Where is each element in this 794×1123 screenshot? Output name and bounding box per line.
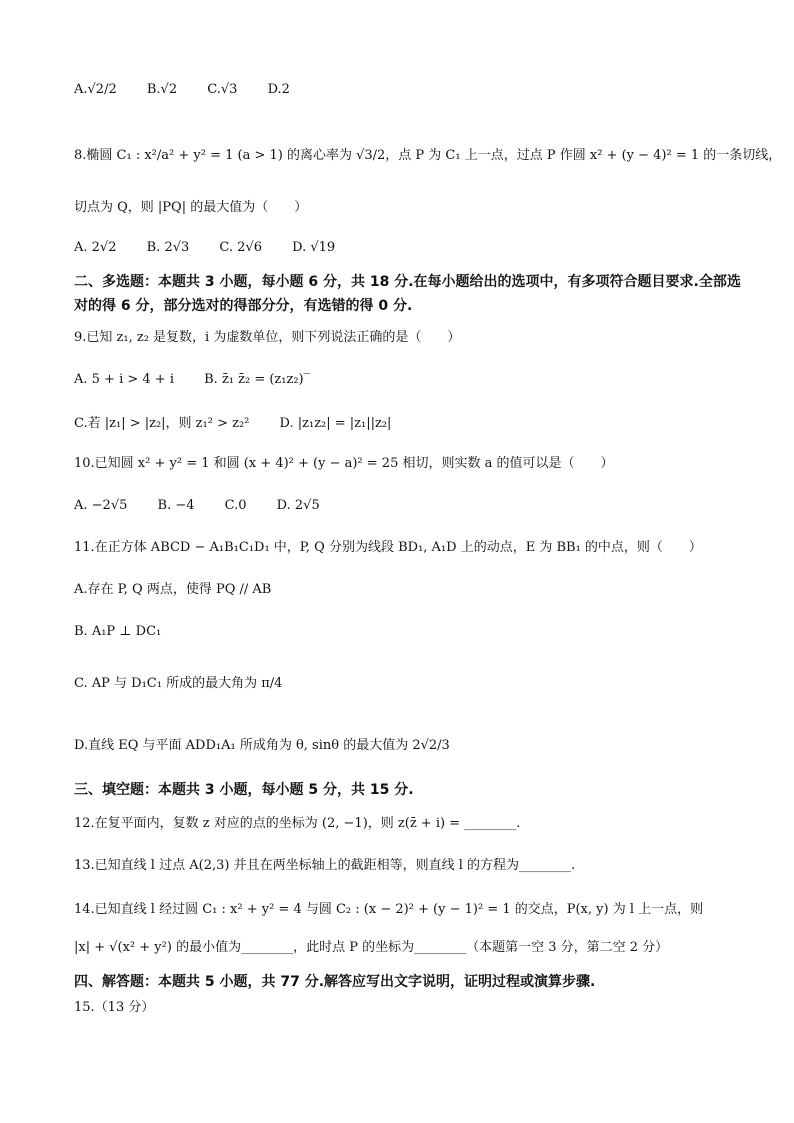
- q11-option-b: B. A₁P ⊥ DC₁: [74, 624, 162, 639]
- section-2-heading: 二、多选题：本题共 3 小题，每小题 6 分，共 18 分.在每小题给出的选项中，有多项符合题目要求.全部选对的得 6 分，部分选对的得部分分，有选错的得 0 分.: [74, 274, 741, 314]
- q7-option-d: D.2: [267, 82, 290, 97]
- q12: 12.在复平面内，复数 z 对应的点的坐标为 (2, −1)，则 z(z̄ + i) = ________.: [74, 816, 521, 831]
- q10-option-a: A. −2√5: [74, 498, 128, 513]
- q7-option-b: B.√2: [146, 82, 178, 97]
- q9-option-b: B. z̄₁ z̄₂ = (z₁z₂)‾: [204, 372, 311, 387]
- q9-options-cd: [74, 414, 754, 434]
- section-4-heading: 四、解答题：本题共 5 小题，共 77 分.解答应写出文字说明，证明过程或演算步骤.: [74, 974, 596, 990]
- q11-option-a: A.存在 P, Q 两点，使得 PQ // AB: [74, 582, 272, 597]
- q10-option-b: B. −4: [157, 498, 195, 513]
- q7-option-a: A.√2/2: [74, 82, 117, 97]
- q9-option-c: C.若 |z₁| > |z₂|，则 z₁² > z₂²: [74, 416, 250, 431]
- q9-option-d: D. |z₁z₂| = |z₁||z₂|: [279, 416, 392, 431]
- q14-line-2: |x| + √(x² + y²) 的最小值为________，此时点 P 的坐标为________（本题第一空 3 分，第二空 2 分）: [74, 940, 669, 955]
- q10-options: [74, 496, 754, 516]
- q11-option-c: C. AP 与 D₁C₁ 所成的最大角为 π/4: [74, 676, 283, 691]
- q13: 13.已知直线 l 过点 A(2,3) 并且在两坐标轴上的截距相等，则直线 l 的方程为________.: [74, 858, 576, 873]
- q8-stem-line-2: 切点为 Q，则 |PQ| 的最大值为（ ）: [74, 200, 308, 215]
- q10-stem: 10.已知圆 x² + y² = 1 和圆 (x + 4)² + (y − a)² = 25 相切，则实数 a 的值可以是（ ）: [74, 456, 614, 471]
- q8-options: [74, 238, 754, 258]
- section-3-heading: 三、填空题：本题共 3 小题，每小题 5 分，共 15 分.: [74, 782, 414, 798]
- q15: 15.（13 分）: [74, 1000, 155, 1015]
- q8-option-a: A. 2√2: [74, 240, 117, 255]
- q8-option-c: C. 2√6: [219, 240, 262, 255]
- q9-options-ab: [74, 370, 754, 390]
- q11-option-d: D.直线 EQ 与平面 ADD₁A₁ 所成角为 θ, sinθ 的最大值为 2√2/3: [74, 738, 450, 753]
- q8-stem-line-1: 8.椭圆 C₁ : x²/a² + y² = 1 (a > 1) 的离心率为 √3/2，点 P 为 C₁ 上一点，过点 P 作圆 x² + (y − 4)² = 1 的一条切线，: [74, 148, 782, 163]
- q10-option-c: C.0: [224, 498, 247, 513]
- q11-stem: 11.在正方体 ABCD − A₁B₁C₁D₁ 中，P, Q 分别为线段 BD₁, A₁D 上的动点，E 为 BB₁ 的中点，则（ ）: [74, 540, 702, 555]
- q9-stem: 9.已知 z₁, z₂ 是复数，i 为虚数单位，则下列说法正确的是（ ）: [74, 330, 461, 345]
- q7-option-c: C.√3: [207, 82, 238, 97]
- q8-option-d: D. √19: [292, 240, 336, 255]
- q9-option-a: A. 5 + i > 4 + i: [74, 372, 174, 387]
- q7-options: [74, 80, 754, 100]
- q10-option-d: D. 2√5: [276, 498, 320, 513]
- q14-line-1: 14.已知直线 l 经过圆 C₁ : x² + y² = 4 与圆 C₂ : (x − 2)² + (y − 1)² = 1 的交点，P(x, y) 为 l 上一点，则: [74, 902, 704, 917]
- q8-option-b: B. 2√3: [146, 240, 190, 255]
